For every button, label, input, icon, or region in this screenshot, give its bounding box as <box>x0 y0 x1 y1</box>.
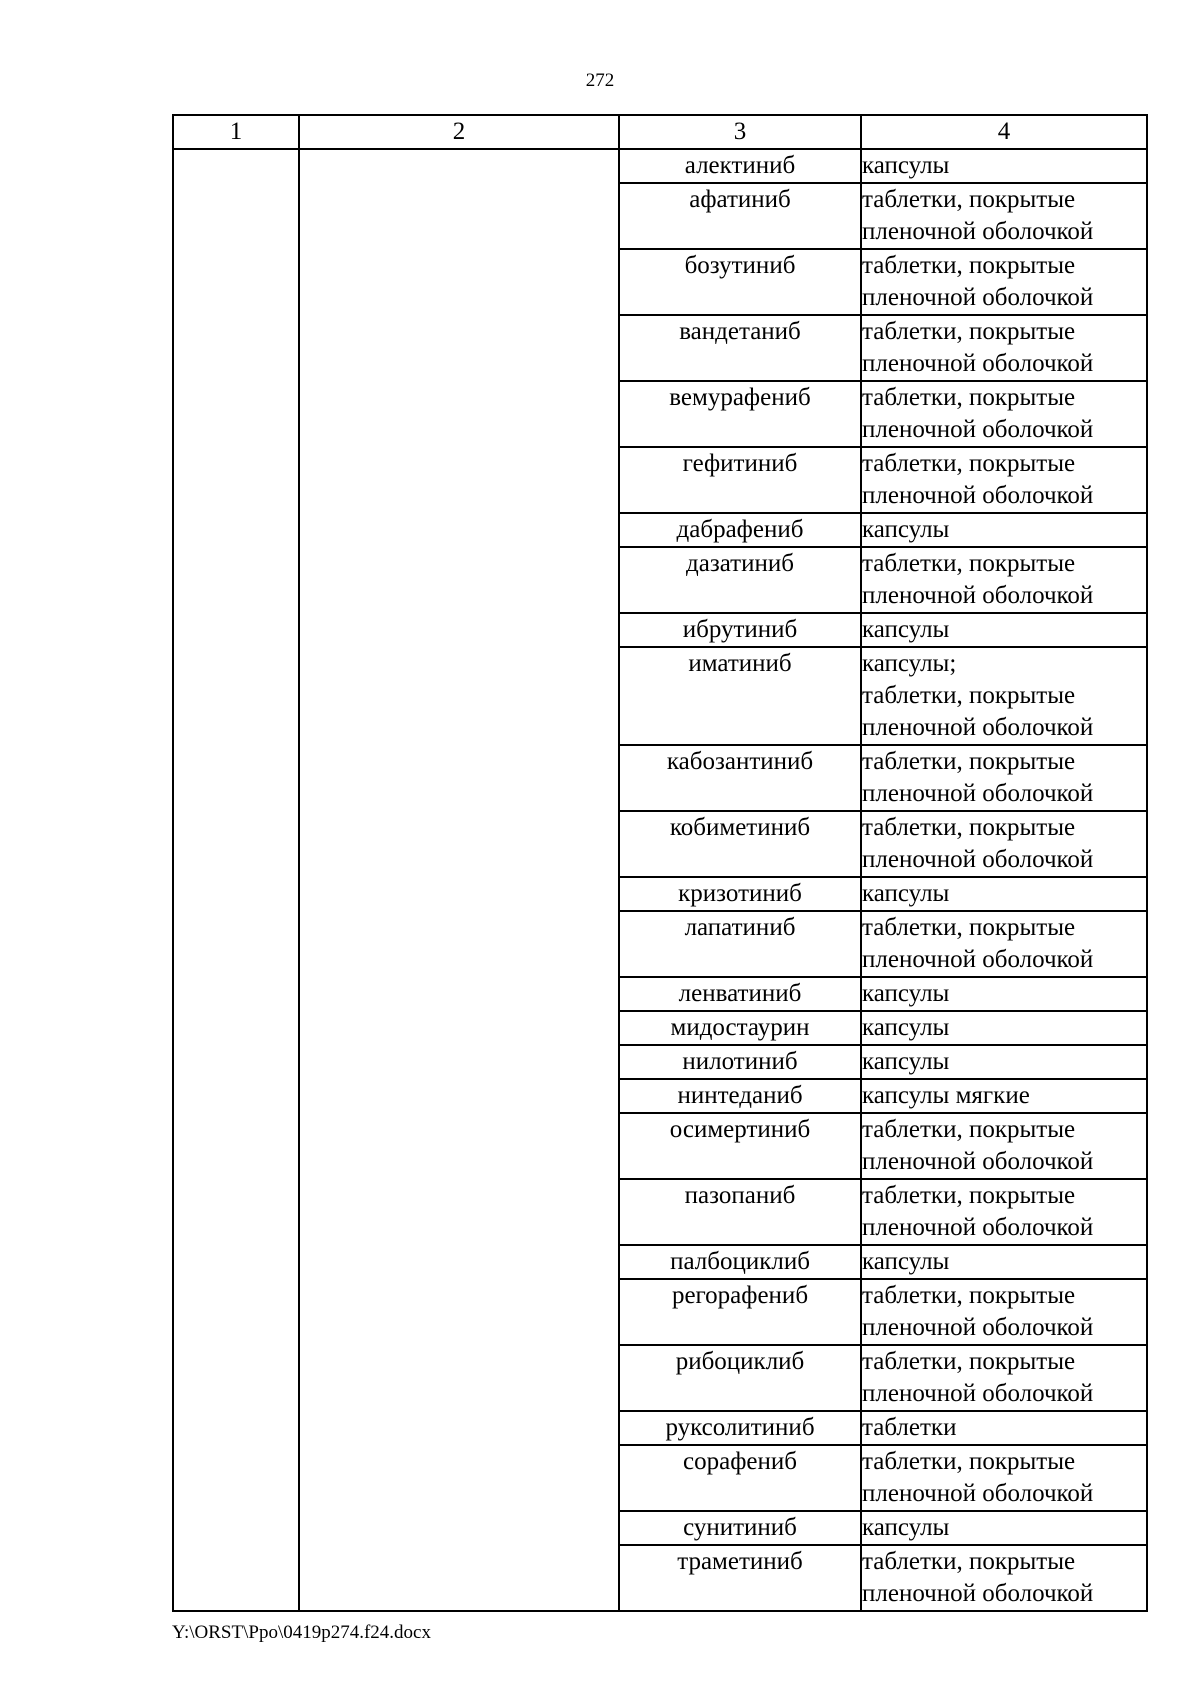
drug-name-cell: палбоциклиб <box>619 1245 861 1279</box>
drug-name-cell: траметиниб <box>619 1545 861 1611</box>
column-1-empty-cell <box>173 149 299 1611</box>
drug-name-cell: кобиметиниб <box>619 811 861 877</box>
drug-name-cell: вемурафениб <box>619 381 861 447</box>
dosage-form-cell: капсулы <box>861 877 1147 911</box>
column-header-3: 3 <box>619 115 861 149</box>
dosage-form-cell: капсулы; таблетки, покрытые пленочной оболочкой <box>861 647 1147 745</box>
table-row <box>173 149 1147 183</box>
header-row <box>173 115 1147 149</box>
dosage-form-cell: таблетки, покрытые пленочной оболочкой <box>861 1445 1147 1511</box>
drug-name-cell: бозутиниб <box>619 249 861 315</box>
column-header-2: 2 <box>299 115 619 149</box>
drug-name-cell: сорафениб <box>619 1445 861 1511</box>
drug-name-cell: иматиниб <box>619 647 861 745</box>
dosage-form-cell: таблетки, покрытые пленочной оболочкой <box>861 745 1147 811</box>
dosage-form-cell: таблетки, покрытые пленочной оболочкой <box>861 381 1147 447</box>
dosage-form-cell: капсулы <box>861 977 1147 1011</box>
dosage-form-cell: таблетки, покрытые пленочной оболочкой <box>861 1545 1147 1611</box>
dosage-form-cell: таблетки, покрытые пленочной оболочкой <box>861 249 1147 315</box>
drug-name-cell: нинтеданиб <box>619 1079 861 1113</box>
column-header-4: 4 <box>861 115 1147 149</box>
drug-name-cell: пазопаниб <box>619 1179 861 1245</box>
dosage-form-cell: таблетки, покрытые пленочной оболочкой <box>861 183 1147 249</box>
dosage-form-cell: капсулы <box>861 1245 1147 1279</box>
drug-name-cell: кабозантиниб <box>619 745 861 811</box>
dosage-form-cell: таблетки, покрытые пленочной оболочкой <box>861 1113 1147 1179</box>
dosage-form-cell: капсулы <box>861 1045 1147 1079</box>
drug-name-cell: дабрафениб <box>619 513 861 547</box>
dosage-form-cell: таблетки, покрытые пленочной оболочкой <box>861 547 1147 613</box>
dosage-form-cell: капсулы <box>861 613 1147 647</box>
drug-name-cell: лапатиниб <box>619 911 861 977</box>
drug-name-cell: мидостаурин <box>619 1011 861 1045</box>
drug-name-cell: ленватиниб <box>619 977 861 1011</box>
drug-name-cell: регорафениб <box>619 1279 861 1345</box>
drug-name-cell: дазатиниб <box>619 547 861 613</box>
drug-name-cell: рибоциклиб <box>619 1345 861 1411</box>
dosage-form-cell: таблетки, покрытые пленочной оболочкой <box>861 447 1147 513</box>
drug-name-cell: кризотиниб <box>619 877 861 911</box>
drug-name-cell: афатиниб <box>619 183 861 249</box>
drug-name-cell: нилотиниб <box>619 1045 861 1079</box>
column-header-1: 1 <box>173 115 299 149</box>
dosage-form-cell: таблетки, покрытые пленочной оболочкой <box>861 1179 1147 1245</box>
column-2-empty-cell <box>299 149 619 1611</box>
dosage-form-cell: таблетки, покрытые пленочной оболочкой <box>861 1279 1147 1345</box>
dosage-form-cell: таблетки, покрытые пленочной оболочкой <box>861 811 1147 877</box>
dosage-form-cell: капсулы <box>861 1011 1147 1045</box>
dosage-form-cell: капсулы <box>861 149 1147 183</box>
footer-file-path: Y:\ORST\Ppo\0419p274.f24.docx <box>172 1622 431 1643</box>
dosage-form-cell: капсулы мягкие <box>861 1079 1147 1113</box>
drug-name-cell: вандетаниб <box>619 315 861 381</box>
page-number: 272 <box>585 70 615 91</box>
drug-name-cell: ибрутиниб <box>619 613 861 647</box>
dosage-form-cell: таблетки, покрытые пленочной оболочкой <box>861 911 1147 977</box>
drug-name-cell: гефитиниб <box>619 447 861 513</box>
dosage-form-cell: таблетки, покрытые пленочной оболочкой <box>861 315 1147 381</box>
dosage-form-cell: таблетки, покрытые пленочной оболочкой <box>861 1345 1147 1411</box>
drug-name-cell: руксолитиниб <box>619 1411 861 1445</box>
dosage-form-cell: таблетки <box>861 1411 1147 1445</box>
dosage-form-cell: капсулы <box>861 513 1147 547</box>
drug-name-cell: сунитиниб <box>619 1511 861 1545</box>
drug-name-cell: алектиниб <box>619 149 861 183</box>
drug-name-cell: осимертиниб <box>619 1113 861 1179</box>
dosage-form-cell: капсулы <box>861 1511 1147 1545</box>
drug-table <box>172 114 1148 1612</box>
